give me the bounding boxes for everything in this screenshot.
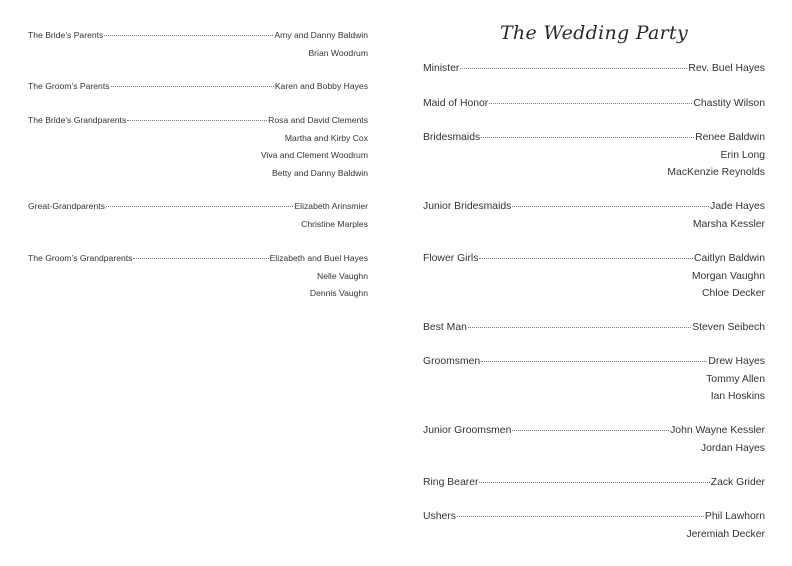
person-name: Marsha Kessler <box>692 218 765 230</box>
person-name: Amy and Danny Baldwin <box>274 30 368 40</box>
junior-bridesmaids-role: Junior Bridesmaids <box>423 201 512 212</box>
person-name: Chloe Decker <box>702 288 765 299</box>
the-grooms-grandparents-role: The Groom’s Grandparents <box>28 253 133 263</box>
dot-leader <box>489 102 692 104</box>
person-name: John Wayne Kessler <box>670 425 765 436</box>
person-name: Caitlyn Baldwin <box>693 253 765 264</box>
junior-groomsmen-role: Junior Groomsmen <box>423 425 512 436</box>
dot-leader <box>512 205 709 207</box>
wedding-party-title: The Wedding Party <box>499 22 689 44</box>
junior-bridesmaids-row <box>423 200 765 214</box>
great-grandparents-role: Great-Grandparents <box>28 201 105 211</box>
groomsmen-row <box>423 355 765 369</box>
person-name: Nelle Vaughn <box>317 270 368 281</box>
flower-girls-extra-name-row <box>423 287 765 301</box>
junior-groomsmen-row <box>423 424 765 438</box>
person-name: Rev. Buel Hayes <box>688 63 765 74</box>
ushers-row <box>423 510 765 524</box>
person-name: Dennis Vaughn <box>309 288 368 298</box>
dot-leader <box>111 85 274 87</box>
person-name: Renee Baldwin <box>695 132 765 143</box>
the-grooms-parents-row <box>28 80 368 92</box>
minister-row <box>423 62 765 76</box>
person-name: Phil Lawhorn <box>704 511 765 522</box>
person-name: Christine Marples <box>301 218 368 229</box>
bridesmaids-extra-name-row <box>423 149 765 163</box>
dot-leader <box>481 360 707 362</box>
dot-leader <box>479 257 693 259</box>
bridesmaids-extra-name-row <box>423 166 765 180</box>
the-brides-grandparents-extra-name-row <box>28 167 368 179</box>
junior-bridesmaids-extra-name-row <box>423 218 765 232</box>
great-grandparents-extra-name-row <box>28 218 368 230</box>
groomsmen-extra-name-row <box>423 373 765 387</box>
the-grooms-grandparents-extra-name-row <box>28 287 368 299</box>
the-grooms-grandparents-extra-name-row <box>28 270 368 282</box>
ushers-extra-name-row <box>423 528 765 542</box>
person-name: Drew Hayes <box>708 356 765 367</box>
person-name: Chastity Wilson <box>693 98 765 109</box>
person-name: Elizabeth and Buel Hayes <box>269 253 368 263</box>
person-name: Martha and Kirby Cox <box>284 132 368 143</box>
the-brides-parents-row <box>28 29 368 41</box>
person-name: Jeremiah Decker <box>686 528 765 540</box>
flower-girls-row <box>423 252 765 266</box>
ring-bearer-role: Ring Bearer <box>423 477 479 488</box>
person-name: MacKenzie Reynolds <box>667 167 765 178</box>
the-brides-parents-role: The Bride’s Parents <box>28 30 104 40</box>
best-man-row <box>423 321 765 335</box>
maid-of-honor-row <box>423 97 765 111</box>
the-grooms-grandparents-row <box>28 252 368 264</box>
great-grandparents-row <box>28 200 368 212</box>
the-brides-parents-extra-name-row <box>28 47 368 59</box>
dot-leader <box>104 34 273 36</box>
the-brides-grandparents-row <box>28 114 368 126</box>
person-name: Steven Seibech <box>692 322 765 333</box>
the-brides-grandparents-role: The Bride’s Grandparents <box>28 115 127 125</box>
dot-leader <box>479 481 709 483</box>
ring-bearer-row <box>423 476 765 490</box>
ushers-role: Ushers <box>423 511 456 522</box>
person-name: Elizabeth Arinsmier <box>294 201 368 211</box>
person-name: Ian Hoskins <box>710 391 765 402</box>
person-name: Morgan Vaughn <box>691 270 765 282</box>
junior-groomsmen-extra-name-row <box>423 442 765 456</box>
person-name: Jade Hayes <box>710 201 765 212</box>
flower-girls-extra-name-row <box>423 270 765 284</box>
person-name: Zack Grider <box>710 477 765 488</box>
person-name: Karen and Bobby Hayes <box>274 81 368 91</box>
person-name: Rosa and David Clements <box>268 115 368 125</box>
person-name: Tommy Allen <box>706 373 765 385</box>
dot-leader <box>457 515 704 517</box>
maid-of-honor-role: Maid of Honor <box>423 98 489 109</box>
dot-leader <box>106 205 294 207</box>
the-grooms-parents-role: The Groom’s Parents <box>28 81 110 91</box>
groomsmen-extra-name-row <box>423 390 765 404</box>
the-brides-grandparents-extra-name-row <box>28 132 368 144</box>
bridesmaids-role: Bridesmaids <box>423 132 481 143</box>
dot-leader <box>460 67 687 69</box>
person-name: Brian Woodrum <box>308 47 368 58</box>
person-name: Jordan Hayes <box>700 442 765 454</box>
dot-leader <box>468 326 691 328</box>
dot-leader <box>481 136 694 138</box>
minister-role: Minister <box>423 63 460 74</box>
person-name: Betty and Danny Baldwin <box>271 167 368 178</box>
flower-girls-role: Flower Girls <box>423 253 479 264</box>
the-brides-grandparents-extra-name-row <box>28 149 368 161</box>
best-man-role: Best Man <box>423 322 467 333</box>
dot-leader <box>127 119 267 121</box>
bridesmaids-row <box>423 131 765 145</box>
dot-leader <box>133 257 268 259</box>
person-name: Erin Long <box>720 149 765 161</box>
dot-leader <box>512 429 669 431</box>
groomsmen-role: Groomsmen <box>423 356 481 367</box>
person-name: Viva and Clement Woodrum <box>260 150 368 160</box>
